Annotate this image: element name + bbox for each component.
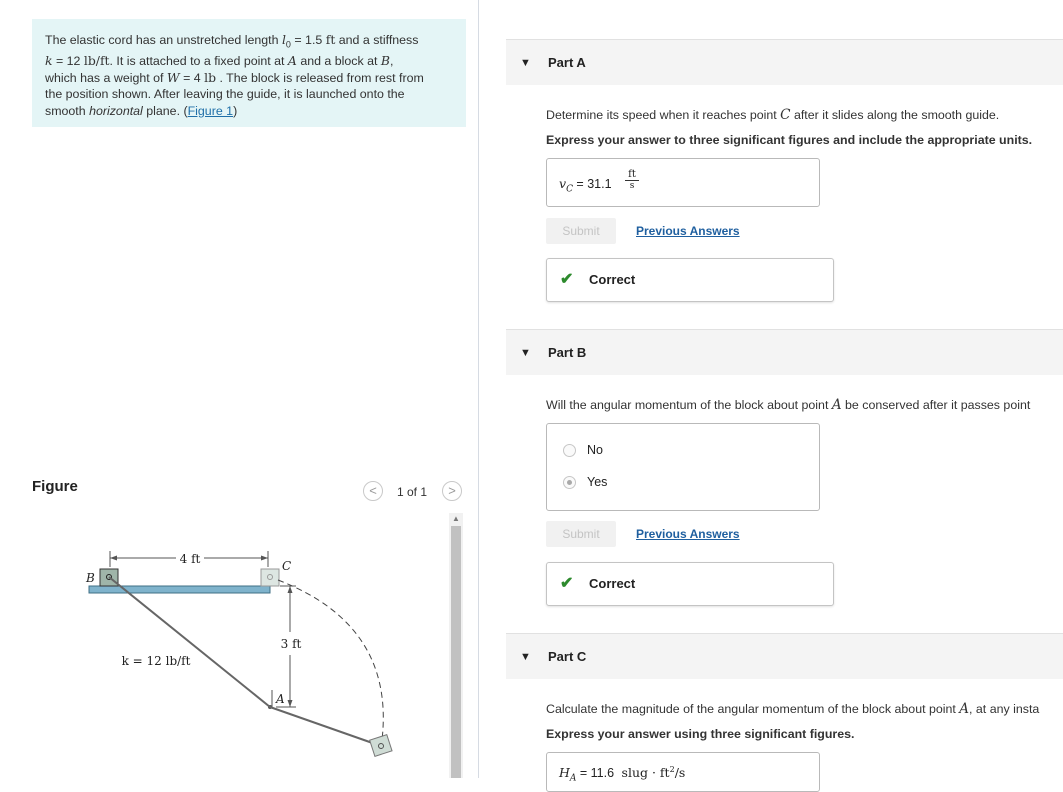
figure-diagram [0, 0, 478, 778]
figure-link[interactable]: Figure 1 [187, 103, 234, 118]
radio-yes[interactable] [563, 476, 576, 489]
checkmark-icon: ✔ [560, 271, 574, 288]
part-c-answer-field[interactable] [546, 752, 820, 792]
problem-line-4: the position shown. After leaving the guide, it is launched onto the [45, 87, 405, 102]
caret-down-icon[interactable]: ▼ [520, 57, 531, 69]
problem-line-3: which has a weight of W = 4 lb . The block is released from rest from [45, 69, 424, 85]
part-b-feedback [546, 562, 834, 606]
part-a-correct-label: Correct [589, 272, 636, 287]
block-c-ghost [261, 569, 279, 586]
part-a-question: Determine its speed when it reaches point C after it slides along the smooth guide. [546, 107, 1000, 123]
figure-title: Figure [32, 478, 78, 495]
chevron-left-icon: < [369, 483, 377, 498]
part-c-answer-expression: $H_A = 11.6$ slug · $ft^2/s$ [559, 765, 686, 784]
part-c-instruction: Express your answer using three significant figures. [546, 727, 855, 741]
part-b-previous-answers-link[interactable]: Previous Answers [636, 527, 740, 541]
part-b-correct-label: Correct [589, 576, 636, 591]
guide-bar [89, 586, 270, 593]
radio-no[interactable] [563, 444, 576, 457]
part-c-question: Calculate the magnitude of the angular momentum of the block about point A, at any insta [546, 701, 1040, 717]
elastic-cord [109, 577, 270, 707]
part-b-question: Will the angular momentum of the block about point A be conserved after it passes point [546, 397, 1031, 413]
block-final [370, 735, 392, 757]
checkmark-icon: ✔ [560, 575, 574, 592]
dim-3ft-label: 3 ft [280, 637, 302, 651]
figure-pager: 1 of 1 [397, 485, 428, 499]
point-a-label: A [276, 692, 285, 706]
part-a-feedback [546, 258, 834, 302]
problem-line-1: The elastic cord has an unstretched length $l_0 = 1.5$ ft and a stiffness [45, 32, 419, 50]
part-a-answer-field[interactable] [546, 158, 820, 207]
part-b-options-box [546, 423, 820, 511]
caret-down-icon[interactable]: ▼ [520, 347, 531, 359]
part-c-answer-value: 11.6 [590, 766, 615, 781]
part-a-previous-answers-link[interactable]: Previous Answers [636, 224, 740, 238]
part-a-answer-value: 31.1 [587, 177, 612, 191]
part-a-title: Part A [548, 55, 586, 70]
part-b-title: Part B [548, 345, 587, 360]
part-c-answer-unit: slug · $ft^2/s$ [621, 765, 686, 781]
part-b-header[interactable] [506, 329, 1063, 375]
part-a-submit-button[interactable]: Submit [546, 218, 616, 244]
option-no-label[interactable]: No [587, 443, 603, 457]
stiffness-label: k = 12 lb/ft [121, 654, 191, 668]
point-b-label: B [86, 571, 95, 585]
part-b-submit-button[interactable]: Submit [546, 521, 616, 547]
part-a-header[interactable] [506, 39, 1063, 85]
column-divider [478, 0, 479, 778]
part-a-answer-unit: ft s [625, 169, 639, 192]
part-c-title: Part C [548, 649, 587, 664]
option-yes-label[interactable]: Yes [587, 475, 608, 489]
scroll-up-arrow-icon[interactable]: ▲ [452, 514, 460, 523]
dim-4ft-label: 4 ft [179, 552, 201, 566]
elastic-cord-launched [270, 707, 381, 746]
part-c-header[interactable] [506, 633, 1063, 679]
part-a-answer-expression: $v_C = 31.1$ [559, 176, 612, 195]
part-a-instruction: Express your answer to three significant figures and include the appropriate units. [546, 133, 1033, 147]
point-c-label: C [282, 559, 292, 573]
problem-line-2: k = 12 lb/ft. It is attached to a fixed point at A and a block at B, [45, 53, 394, 69]
l0-symbol: l [281, 32, 286, 47]
problem-line-5: smooth horizontal plane. (Figure 1) [45, 103, 238, 118]
caret-down-icon[interactable]: ▼ [520, 651, 531, 663]
chevron-right-icon: > [448, 483, 456, 498]
